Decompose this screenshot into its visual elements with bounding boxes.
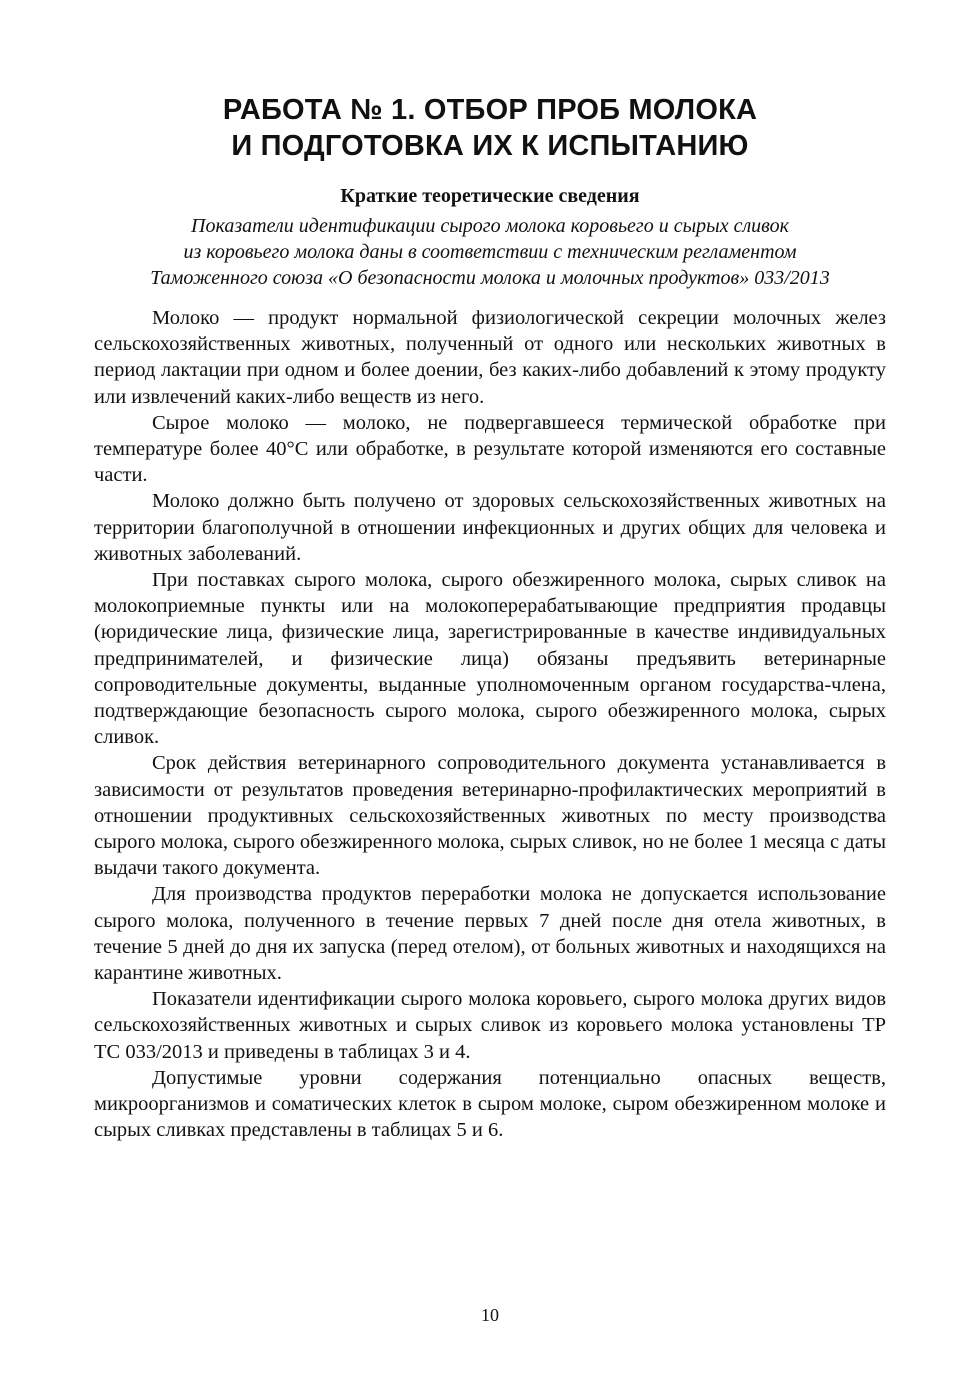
paragraph-production-restrictions: Для производства продуктов переработки молока не допускается использование сырого молока, полученного в течение первых 7 дней после дня отела животных, в течение 5 дней до дня их запуска (перед отелом), от больных животных и находящихся на карантине животных. — [94, 883, 886, 985]
page-title — [94, 92, 886, 164]
paragraph-permissible-levels: Допустимые уровни содержания потенциально опасных веществ, микроорганизмов и соматических клеток в сыром молоке, сыром обезжиренном молоке и сырых сливках представлены в таблицах 5 и 6. — [94, 1066, 886, 1142]
paragraph-milk-definition: Молоко — продукт нормальной физиологической секреции молочных желез сельскохозяйственных животных, полученный от одного или нескольких животных в период лактации при одном и более доении, без каких-либо добавлений к этому продукту или извлечений каких-либо веществ из него. — [94, 307, 886, 408]
epigraph — [94, 213, 886, 291]
epigraph-line: Показатели идентификации сырого молока коровьего и сырых сливок — [191, 215, 789, 237]
paragraph-document-validity: Срок действия ветеринарного сопроводительного документа устанавливается в зависимости от результатов проведения ветеринарно-профилактических мероприятий в отношении продуктивных сельскохозяйственных животных по месту производства сырого молока, сырого обезжиренного молока, сырых сливок, но не более 1 месяца с даты выдачи такого документа. — [94, 752, 886, 880]
body-text — [94, 305, 886, 1144]
paragraph-healthy-animals: Молоко должно быть получено от здоровых сельскохозяйственных животных на территории благополучной в отношении инфекционных и других общих для человека и животных заболеваний. — [94, 490, 886, 565]
paragraph-raw-milk-definition: Сырое молоко — молоко, не подвергавшееся термической обработке при температуре более 40°С или обработке, в результате которой изменяются его составные части. — [94, 411, 886, 487]
epigraph-line: из коровьего молока даны в соответствии с техническим регламентом — [183, 241, 797, 263]
paragraph-supply-documents: При поставках сырого молока, сырого обезжиренного молока, сырых сливок на молокоприемные пункты или на молокоперерабатывающие предприятия продавцы (юридические лица, физические лица, зарегистрированные в качестве индивидуальных предпринимателей, и физические лица) обязаны предъявить ветеринарные сопроводительные документы, выданные уполномоченным органом государства-члена, подтверждающие безопасность сырого молока, сырого обезжиренного молока, сырых сливок. — [94, 569, 886, 749]
page-number: 10 — [481, 1305, 499, 1325]
section-subtitle: Краткие теоретические сведения — [340, 185, 640, 207]
paragraph-identification-indicators: Показатели идентификации сырого молока коровьего, сырого молока других видов сельскохозяйственных животных и сырых сливок из коровьего молока установлены ТР ТС 033/2013 и приведены в таблицах 3 и 4. — [94, 988, 886, 1063]
epigraph-line: Таможенного союза «О безопасности молока и молочных продуктов» 033/2013 — [150, 267, 830, 289]
page-title-line: РАБОТА № 1. ОТБОР ПРОБ МОЛОКА — [222, 94, 758, 126]
page-title-line: И ПОДГОТОВКА ИХ К ИСПЫТАНИЮ — [231, 130, 749, 162]
